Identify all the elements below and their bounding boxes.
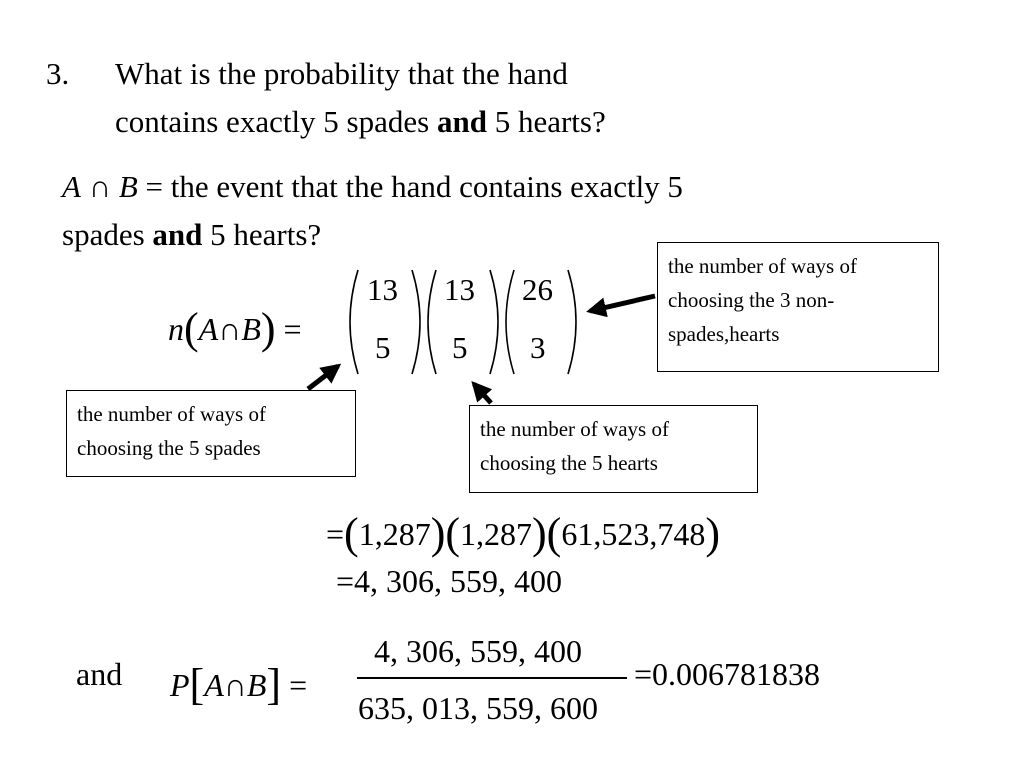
annotation-hearts-box: the number of ways of choosing the 5 hearts bbox=[469, 405, 758, 493]
binom-3-bottom: 3 bbox=[530, 330, 546, 365]
calculation-line-1: =(1,287)(1,287)(61,523,748) bbox=[326, 509, 720, 558]
arrow-to-binom-2 bbox=[474, 384, 491, 403]
n-of-a-and-b: n(A∩B) = bbox=[168, 304, 302, 353]
arrow-to-binom-3 bbox=[590, 296, 655, 311]
binom-1-bottom: 5 bbox=[375, 330, 391, 365]
question-line-2: contains exactly 5 spades and 5 hearts? bbox=[115, 104, 606, 139]
event-definition-line-2: spades and 5 hearts? bbox=[62, 217, 322, 252]
probability-value: =0.006781838 bbox=[634, 656, 821, 692]
binom-3-top: 26 bbox=[522, 272, 553, 307]
fraction-bar bbox=[357, 677, 627, 679]
probability-denominator: 635, 013, 559, 600 bbox=[358, 690, 598, 726]
p-of-a-and-b: P[A∩B] = bbox=[170, 660, 308, 709]
probability-numerator: 4, 306, 559, 400 bbox=[374, 633, 582, 669]
annotation-spades-box: the number of ways of choosing the 5 spades bbox=[66, 390, 356, 477]
question-line-1: What is the probability that the hand bbox=[115, 56, 568, 91]
question-number: 3. bbox=[46, 56, 70, 91]
binom-1-top: 13 bbox=[367, 272, 398, 307]
event-definition-line-1: A ∩ B = the event that the hand contains exactly 5 bbox=[62, 169, 683, 204]
calculation-line-2: =4, 306, 559, 400 bbox=[336, 563, 563, 599]
arrow-to-binom-1 bbox=[308, 366, 338, 389]
binom-2-top: 13 bbox=[444, 272, 475, 307]
binom-2-bottom: 5 bbox=[452, 330, 468, 365]
annotation-others-box: the number of ways of choosing the 3 non-spades,hearts bbox=[657, 242, 939, 372]
and-label: and bbox=[76, 656, 123, 692]
